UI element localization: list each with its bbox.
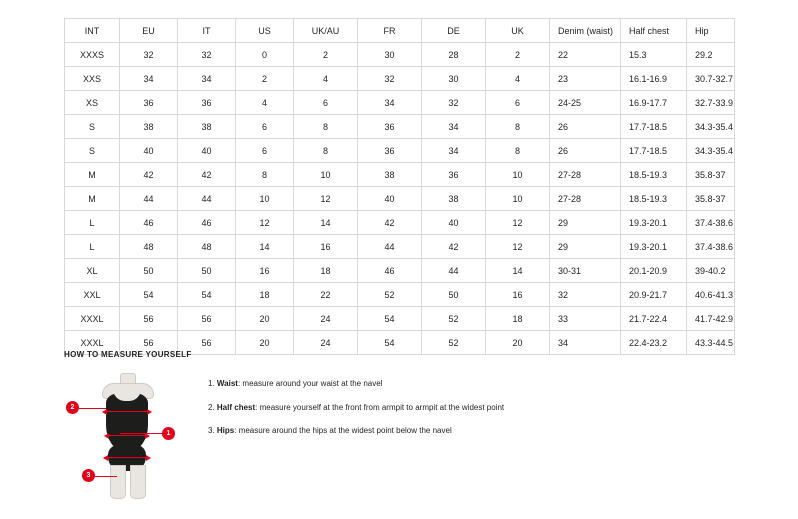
cell-hip: 35.8-37 xyxy=(687,187,735,211)
cell-uk: 10 xyxy=(486,187,550,211)
mannequin-diagram xyxy=(64,371,194,501)
instruction-waist xyxy=(208,379,504,389)
table-row xyxy=(65,163,735,187)
cell-eu: 44 xyxy=(120,187,178,211)
cell-int: M xyxy=(65,163,120,187)
instruction-1-term: Waist xyxy=(216,379,238,388)
instruction-3-term: Hips xyxy=(216,426,235,436)
cell-ukau: 22 xyxy=(294,283,358,307)
cell-int: L xyxy=(65,211,120,235)
cell-uk: 18 xyxy=(486,307,550,331)
cell-denim-waist: 27-28 xyxy=(550,163,621,187)
cell-de: 34 xyxy=(422,115,486,139)
cell-fr: 38 xyxy=(358,163,422,187)
cell-eu: 48 xyxy=(120,235,178,259)
column-header-hip: Hip xyxy=(687,19,735,43)
cell-eu: 36 xyxy=(120,91,178,115)
cell-half-chest: 19.3-20.1 xyxy=(621,211,687,235)
cell-half-chest: 20.1-20.9 xyxy=(621,259,687,283)
table-row xyxy=(65,283,735,307)
cell-de: 44 xyxy=(422,259,486,283)
cell-fr: 46 xyxy=(358,259,422,283)
cell-us: 16 xyxy=(236,259,294,283)
cell-half-chest: 16.9-17.7 xyxy=(621,91,687,115)
cell-uk: 4 xyxy=(486,67,550,91)
cell-half-chest: 19.3-20.1 xyxy=(621,235,687,259)
column-header-denim-waist: Denim (waist) xyxy=(550,19,621,43)
measure-instructions xyxy=(208,371,504,450)
cell-it: 54 xyxy=(178,283,236,307)
cell-fr: 36 xyxy=(358,139,422,163)
cell-ukau: 24 xyxy=(294,307,358,331)
marker-2-badge: 2 xyxy=(66,401,79,414)
cell-de: 52 xyxy=(422,331,486,355)
cell-ukau: 8 xyxy=(294,139,358,163)
cell-half-chest: 20.9-21.7 xyxy=(621,283,687,307)
cell-int: M xyxy=(65,187,120,211)
instruction-1-number: 1. xyxy=(208,379,215,388)
cell-it: 44 xyxy=(178,187,236,211)
instruction-2-text: : measure yourself at the front from armpit to armpit at the widest point xyxy=(255,402,505,412)
cell-hip: 34.3-35.4 xyxy=(687,139,735,163)
instruction-2-number: 2. xyxy=(208,402,215,412)
cell-hip: 41.7-42.9 xyxy=(687,307,735,331)
cell-ukau: 24 xyxy=(294,331,358,355)
cell-hip: 39-40.2 xyxy=(687,259,735,283)
cell-uk: 6 xyxy=(486,91,550,115)
mannequin-torso xyxy=(106,393,148,451)
cell-it: 56 xyxy=(178,331,236,355)
marker-2-connector xyxy=(79,408,106,409)
cell-us: 6 xyxy=(236,139,294,163)
cell-denim-waist: 26 xyxy=(550,115,621,139)
table-row xyxy=(65,115,735,139)
cell-half-chest: 18.5-19.3 xyxy=(621,163,687,187)
measure-body xyxy=(64,371,744,501)
cell-denim-waist: 32 xyxy=(550,283,621,307)
cell-hip: 37.4-38.6 xyxy=(687,211,735,235)
cell-half-chest: 16.1-16.9 xyxy=(621,67,687,91)
cell-eu: 56 xyxy=(120,307,178,331)
cell-int: XXL xyxy=(65,283,120,307)
cell-eu: 56 xyxy=(120,331,178,355)
column-header-de: DE xyxy=(422,19,486,43)
cell-it: 32 xyxy=(178,43,236,67)
table-row xyxy=(65,211,735,235)
table-header-row xyxy=(65,19,735,43)
cell-hip: 43.3-44.5 xyxy=(687,331,735,355)
cell-it: 56 xyxy=(178,307,236,331)
cell-eu: 50 xyxy=(120,259,178,283)
cell-eu: 54 xyxy=(120,283,178,307)
size-chart-table xyxy=(64,18,735,355)
cell-fr: 36 xyxy=(358,115,422,139)
cell-hip: 32.7-33.9 xyxy=(687,91,735,115)
cell-fr: 40 xyxy=(358,187,422,211)
cell-int: XXXL xyxy=(65,307,120,331)
instruction-half-chest xyxy=(208,403,504,413)
cell-int: XL xyxy=(65,259,120,283)
cell-uk: 14 xyxy=(486,259,550,283)
cell-uk: 20 xyxy=(486,331,550,355)
cell-us: 0 xyxy=(236,43,294,67)
waist-arrow-icon xyxy=(108,435,146,436)
cell-us: 8 xyxy=(236,163,294,187)
table-row xyxy=(65,307,735,331)
cell-eu: 42 xyxy=(120,163,178,187)
cell-half-chest: 17.7-18.5 xyxy=(621,115,687,139)
cell-int: XXXS xyxy=(65,43,120,67)
cell-hip: 40.6-41.3 xyxy=(687,283,735,307)
mannequin-left-leg xyxy=(110,465,126,499)
cell-eu: 38 xyxy=(120,115,178,139)
marker-1-connector xyxy=(120,433,162,434)
cell-it: 40 xyxy=(178,139,236,163)
cell-ukau: 8 xyxy=(294,115,358,139)
cell-us: 4 xyxy=(236,91,294,115)
cell-half-chest: 15.3 xyxy=(621,43,687,67)
cell-ukau: 2 xyxy=(294,43,358,67)
cell-eu: 34 xyxy=(120,67,178,91)
cell-half-chest: 22.4-23.2 xyxy=(621,331,687,355)
mannequin-figure-icon xyxy=(94,373,160,499)
cell-de: 32 xyxy=(422,91,486,115)
section-title: HOW TO MEASURE YOURSELF xyxy=(64,350,192,359)
hips-arrow-icon xyxy=(107,457,147,458)
cell-de: 40 xyxy=(422,211,486,235)
column-header-it: IT xyxy=(178,19,236,43)
cell-denim-waist: 24-25 xyxy=(550,91,621,115)
instruction-hips xyxy=(208,426,504,436)
cell-denim-waist: 34 xyxy=(550,331,621,355)
cell-uk: 10 xyxy=(486,163,550,187)
marker-3-connector xyxy=(95,476,117,477)
cell-us: 6 xyxy=(236,115,294,139)
column-header-ukau: UK/AU xyxy=(294,19,358,43)
cell-ukau: 12 xyxy=(294,187,358,211)
cell-it: 34 xyxy=(178,67,236,91)
cell-it: 48 xyxy=(178,235,236,259)
column-header-fr: FR xyxy=(358,19,422,43)
cell-int: XXS xyxy=(65,67,120,91)
cell-fr: 42 xyxy=(358,211,422,235)
cell-hip: 34.3-35.4 xyxy=(687,115,735,139)
column-header-half-chest: Half chest xyxy=(621,19,687,43)
cell-de: 38 xyxy=(422,187,486,211)
cell-denim-waist: 26 xyxy=(550,139,621,163)
cell-uk: 8 xyxy=(486,139,550,163)
cell-hip: 37.4-38.6 xyxy=(687,235,735,259)
cell-uk: 12 xyxy=(486,211,550,235)
table-row xyxy=(65,139,735,163)
cell-uk: 2 xyxy=(486,43,550,67)
cell-half-chest: 21.7-22.4 xyxy=(621,307,687,331)
cell-fr: 32 xyxy=(358,67,422,91)
cell-denim-waist: 29 xyxy=(550,211,621,235)
cell-it: 38 xyxy=(178,115,236,139)
cell-ukau: 18 xyxy=(294,259,358,283)
cell-de: 30 xyxy=(422,67,486,91)
column-header-int: INT xyxy=(65,19,120,43)
cell-uk: 12 xyxy=(486,235,550,259)
cell-denim-waist: 27-28 xyxy=(550,187,621,211)
cell-fr: 30 xyxy=(358,43,422,67)
cell-us: 14 xyxy=(236,235,294,259)
cell-denim-waist: 30-31 xyxy=(550,259,621,283)
cell-denim-waist: 33 xyxy=(550,307,621,331)
cell-de: 50 xyxy=(422,283,486,307)
cell-ukau: 14 xyxy=(294,211,358,235)
cell-it: 50 xyxy=(178,259,236,283)
cell-it: 46 xyxy=(178,211,236,235)
cell-eu: 40 xyxy=(120,139,178,163)
half-chest-arrow-icon xyxy=(106,411,148,412)
cell-ukau: 4 xyxy=(294,67,358,91)
column-header-eu: EU xyxy=(120,19,178,43)
cell-hip: 30.7-32.7 xyxy=(687,67,735,91)
cell-us: 18 xyxy=(236,283,294,307)
cell-uk: 8 xyxy=(486,115,550,139)
cell-hip: 29.2 xyxy=(687,43,735,67)
table-row xyxy=(65,187,735,211)
cell-uk: 16 xyxy=(486,283,550,307)
cell-denim-waist: 23 xyxy=(550,67,621,91)
cell-denim-waist: 29 xyxy=(550,235,621,259)
cell-denim-waist: 22 xyxy=(550,43,621,67)
cell-fr: 54 xyxy=(358,331,422,355)
cell-us: 2 xyxy=(236,67,294,91)
column-header-us: US xyxy=(236,19,294,43)
cell-de: 28 xyxy=(422,43,486,67)
instruction-1-text: : measure around your waist at the navel xyxy=(237,379,383,388)
instruction-3-text: : measure around the hips at the widest point below the navel xyxy=(234,426,452,436)
cell-de: 42 xyxy=(422,235,486,259)
cell-de: 36 xyxy=(422,163,486,187)
cell-int: S xyxy=(65,139,120,163)
cell-int: XXXL xyxy=(65,331,120,355)
column-header-uk: UK xyxy=(486,19,550,43)
table-row xyxy=(65,91,735,115)
cell-us: 20 xyxy=(236,331,294,355)
cell-fr: 34 xyxy=(358,91,422,115)
cell-de: 34 xyxy=(422,139,486,163)
cell-fr: 52 xyxy=(358,283,422,307)
table-row xyxy=(65,67,735,91)
marker-1-badge: 1 xyxy=(162,427,175,440)
cell-us: 20 xyxy=(236,307,294,331)
cell-int: L xyxy=(65,235,120,259)
cell-ukau: 10 xyxy=(294,163,358,187)
table-row xyxy=(65,43,735,67)
cell-ukau: 6 xyxy=(294,91,358,115)
cell-us: 10 xyxy=(236,187,294,211)
cell-fr: 54 xyxy=(358,307,422,331)
cell-int: S xyxy=(65,115,120,139)
cell-hip: 35.8-37 xyxy=(687,163,735,187)
mannequin-right-leg xyxy=(130,465,146,499)
cell-it: 42 xyxy=(178,163,236,187)
instruction-3-number: 3. xyxy=(208,426,215,436)
cell-int: XS xyxy=(65,91,120,115)
cell-it: 36 xyxy=(178,91,236,115)
cell-de: 52 xyxy=(422,307,486,331)
cell-half-chest: 18.5-19.3 xyxy=(621,187,687,211)
table-row xyxy=(65,259,735,283)
cell-eu: 46 xyxy=(120,211,178,235)
cell-eu: 32 xyxy=(120,43,178,67)
cell-us: 12 xyxy=(236,211,294,235)
table-row xyxy=(65,235,735,259)
instruction-2-term: Half chest xyxy=(216,402,256,412)
cell-fr: 44 xyxy=(358,235,422,259)
how-to-measure-section xyxy=(64,350,744,501)
cell-half-chest: 17.7-18.5 xyxy=(621,139,687,163)
marker-3-badge: 3 xyxy=(82,469,95,482)
cell-ukau: 16 xyxy=(294,235,358,259)
